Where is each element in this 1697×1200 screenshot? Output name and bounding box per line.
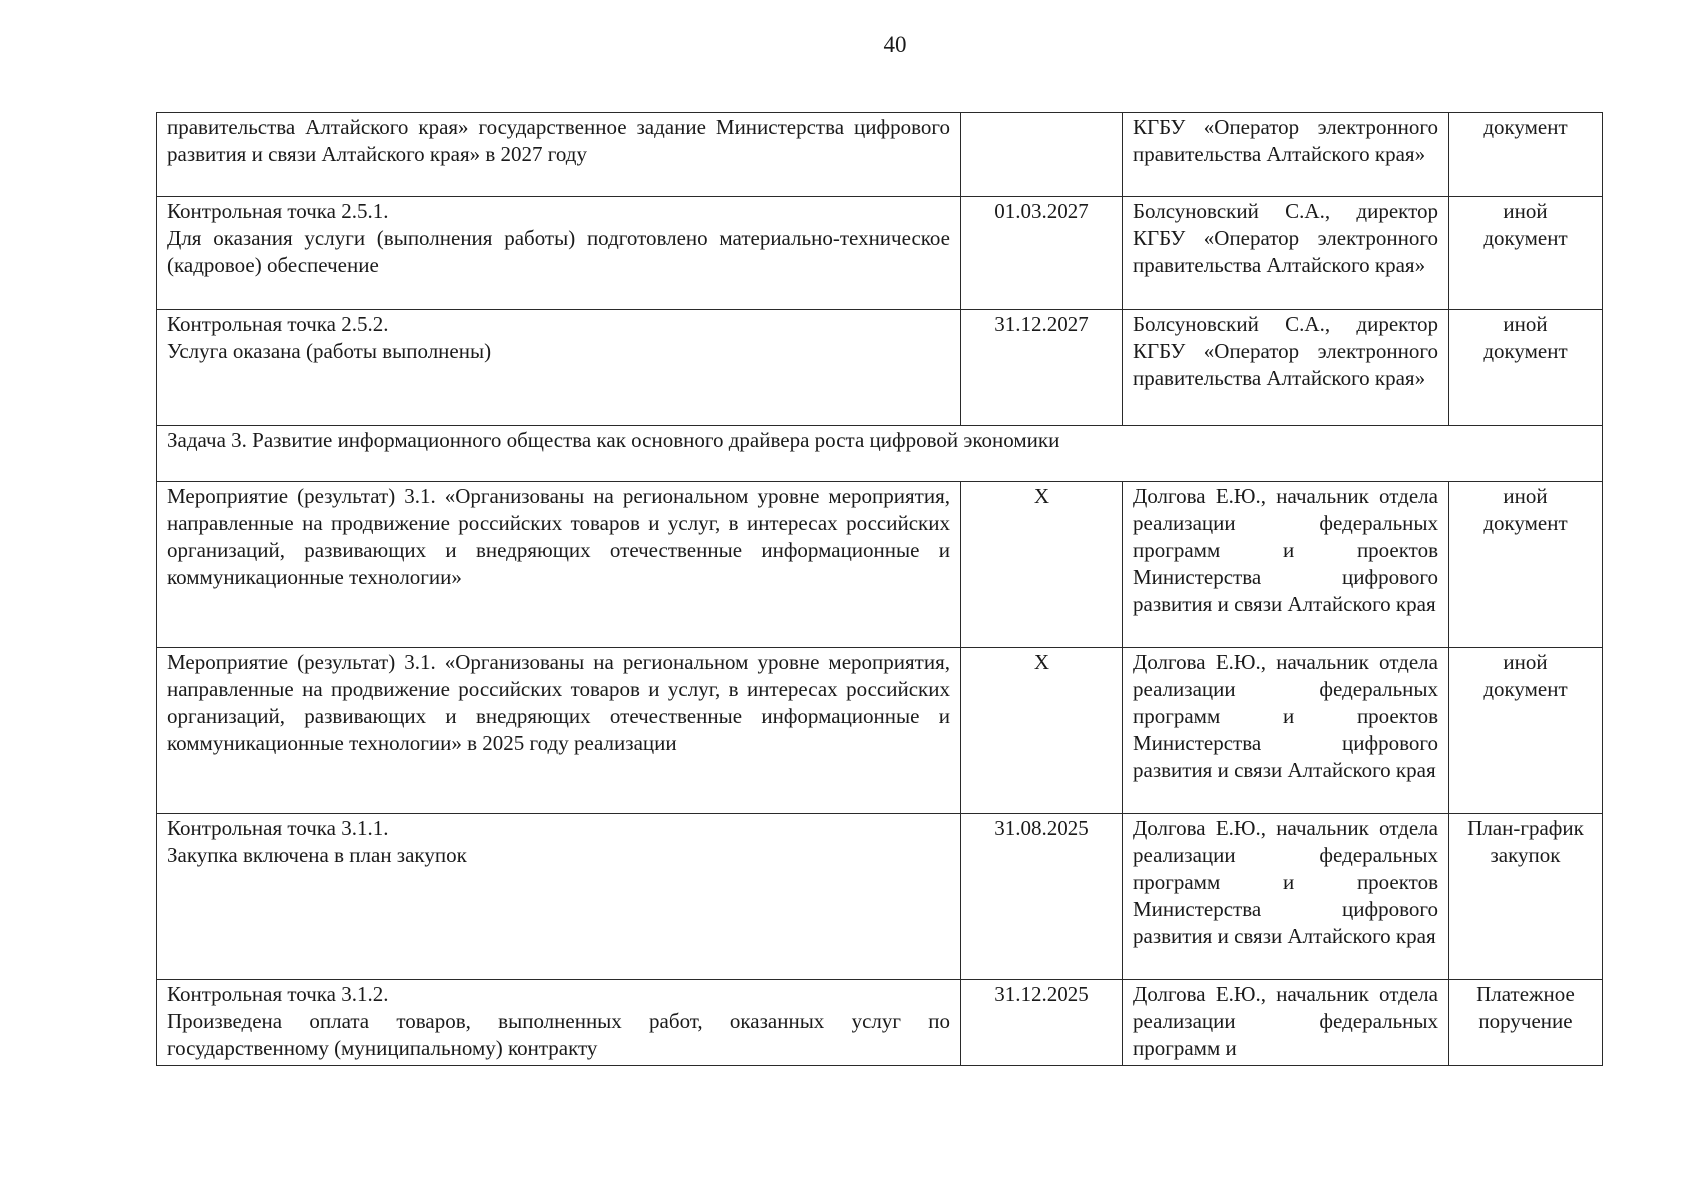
table-row	[157, 814, 1603, 980]
document-cell: документ	[1449, 113, 1603, 197]
document-cell: План-график закупок	[1449, 814, 1603, 980]
event-text: Произведена оплата товаров, выполненных работ, оказанных услуг по государственному (муниципальному) контракту	[167, 1009, 950, 1060]
responsible-cell: КГБУ «Оператор электронного правительства Алтайского края»	[1123, 113, 1449, 197]
event-text: Услуга оказана (работы выполнены)	[167, 339, 492, 363]
date-cell: 31.12.2025	[961, 980, 1123, 1066]
control-point-label: Контрольная точка 3.1.2.	[167, 982, 389, 1006]
event-name-cell	[157, 197, 961, 310]
table-row	[157, 113, 1603, 197]
document-cell: иной документ	[1449, 310, 1603, 426]
document-cell: иной документ	[1449, 648, 1603, 814]
event-name-cell	[157, 814, 961, 980]
event-name-cell	[157, 482, 961, 648]
plan-table	[156, 112, 1603, 1066]
event-text: Для оказания услуги (выполнения работы) подготовлено материально-техническое (кадровое) обеспечение	[167, 226, 950, 277]
document-cell: Платежное поручение	[1449, 980, 1603, 1066]
date-cell: 01.03.2027	[961, 197, 1123, 310]
responsible-cell: Долгова Е.Ю., начальник отдела реализации федеральных программ и проектов Министерства цифрового развития и связи Алтайского края	[1123, 482, 1449, 648]
event-text: Мероприятие (результат) 3.1. «Организованы на региональном уровне мероприятия, направленные на продвижение российских товаров и услуг, в интересах российских организаций, развивающих и внедряющих отечественные информационные и коммуникационные технологии» в 2025 году реализации	[167, 650, 950, 755]
date-cell: X	[961, 648, 1123, 814]
document-cell: иной документ	[1449, 197, 1603, 310]
event-text: правительства Алтайского края» государственное задание Министерства цифрового развития и связи Алтайского края» в 2027 году	[167, 115, 950, 166]
document-cell: иной документ	[1449, 482, 1603, 648]
table-row	[157, 310, 1603, 426]
responsible-cell: Долгова Е.Ю., начальник отдела реализации федеральных программ и проектов Министерства цифрового развития и связи Алтайского края	[1123, 648, 1449, 814]
responsible-cell: Болсуновский С.А., директор КГБУ «Оператор электронного правительства Алтайского края»	[1123, 197, 1449, 310]
event-text: Мероприятие (результат) 3.1. «Организованы на региональном уровне мероприятия, направленные на продвижение российских товаров и услуг, в интересах российских организаций, развивающих и внедряющих отечественные информационные и коммуникационные технологии»	[167, 484, 950, 589]
task-row	[157, 426, 1603, 482]
table-row	[157, 197, 1603, 310]
responsible-cell: Долгова Е.Ю., начальник отдела реализации федеральных программ и проектов Министерства цифрового развития и связи Алтайского края	[1123, 814, 1449, 980]
task-heading: Задача 3. Развитие информационного общества как основного драйвера роста цифровой экономики	[157, 426, 1603, 482]
event-name-cell	[157, 310, 961, 426]
date-cell	[961, 113, 1123, 197]
date-cell: 31.12.2027	[961, 310, 1123, 426]
responsible-cell: Долгова Е.Ю., начальник отдела реализации федеральных программ и	[1123, 980, 1449, 1066]
event-name-cell	[157, 648, 961, 814]
date-cell: X	[961, 482, 1123, 648]
event-name-cell	[157, 113, 961, 197]
control-point-label: Контрольная точка 2.5.2.	[167, 312, 389, 336]
responsible-cell: Болсуновский С.А., директор КГБУ «Оператор электронного правительства Алтайского края»	[1123, 310, 1449, 426]
table-row	[157, 648, 1603, 814]
date-cell: 31.08.2025	[961, 814, 1123, 980]
event-name-cell	[157, 980, 961, 1066]
control-point-label: Контрольная точка 3.1.1.	[167, 816, 389, 840]
page-number: 40	[883, 32, 907, 57]
table-row	[157, 482, 1603, 648]
control-point-label: Контрольная точка 2.5.1.	[167, 199, 389, 223]
event-text: Закупка включена в план закупок	[167, 843, 467, 867]
table-row	[157, 980, 1603, 1066]
